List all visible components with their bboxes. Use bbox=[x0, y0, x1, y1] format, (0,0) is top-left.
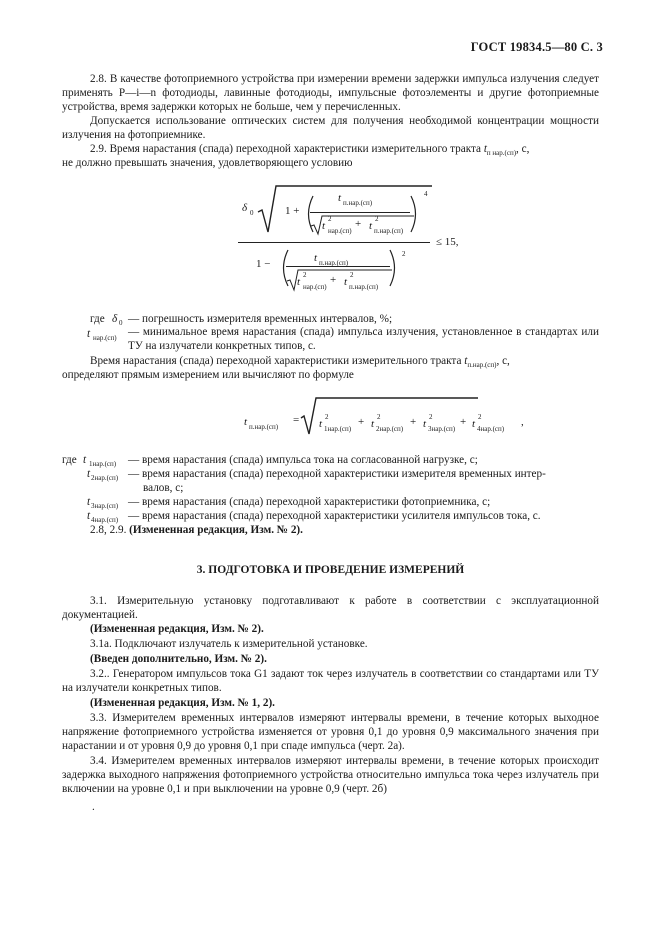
f2-t3-sub: 3нар.(сп) bbox=[428, 425, 456, 433]
frac-num-sub: п.нар.(сп) bbox=[343, 199, 373, 207]
where-label-1: где bbox=[90, 313, 105, 325]
f2-plus-2: + bbox=[410, 416, 417, 428]
f2-t2: t bbox=[371, 418, 375, 430]
f2-t4-sub: 4нар.(сп) bbox=[477, 425, 505, 433]
symbol-subscript: п нар.(сп) bbox=[486, 149, 517, 158]
paragraph-3-1: 3.1. Измерительную установку подготавливают к работе в соответствии с эксплуатационной документацией. bbox=[62, 595, 599, 622]
t2-desc-b: валов, с; bbox=[143, 482, 184, 494]
paragraph-3-1a: 3.1а. Подключают излучатель к измерительной установке. bbox=[90, 638, 368, 650]
f2-t1-sub: 1нар.(сп) bbox=[324, 425, 352, 433]
t1-desc: — время нарастания (спада) импульса тока на согласованной нагрузке, с; bbox=[128, 454, 478, 466]
t3-symbol: t bbox=[87, 496, 91, 508]
t-nar: t bbox=[322, 220, 326, 232]
t-nar-sub: нар.(сп) bbox=[328, 227, 352, 235]
f2-t1: t bbox=[319, 418, 323, 430]
revision-note-2: (Измененная редакция, Изм. № 2). bbox=[90, 623, 264, 635]
paragraph-3-3: 3.3. Измерителем временных интервалов измеряют интервалы времени, в течение которых выходное напряжение фотоприемного устройства изменяется от уровня 0,1 до уровня 0,9 максимального значения при нарастании и от уровня 0,9 до уровня 0,1 при спаде импульса (черт. 2а). bbox=[62, 712, 599, 753]
delta-symbol: δ bbox=[242, 202, 248, 214]
revision-note-1 bbox=[62, 523, 599, 537]
paragraph-2-9-cont: не должно превышать значения, удовлетворяющего условию bbox=[62, 157, 353, 169]
plus-inner-2: + bbox=[330, 274, 337, 286]
delta-subscript: 0 bbox=[250, 209, 254, 217]
paragraph-time-unit: , с, bbox=[496, 355, 510, 367]
f2-t2-sup: 2 bbox=[377, 413, 381, 421]
f2-t1-sup: 2 bbox=[325, 413, 329, 421]
tn-symbol: t bbox=[87, 328, 91, 340]
d0-symbol: δ bbox=[112, 313, 118, 325]
paragraph-2-8: 2.8. В качестве фотоприемного устройства при измерении времени задержки импульса излучения следует применять P—i—n фотодиоды, лавинные фотодиоды, импульсные фотоэлементы и другие фотоприемные устройства, время задержки которых не больше, чем у перечисленных. bbox=[62, 73, 599, 114]
frac2-num-sub: п.нар.(сп) bbox=[319, 259, 349, 267]
revision-note-3: (Введен дополнительно, Изм. № 2). bbox=[90, 653, 267, 665]
t3-desc: — время нарастания (спада) переходной характеристики фотоприемника, с; bbox=[128, 496, 491, 508]
t4-symbol: t bbox=[87, 510, 91, 522]
t-nar-sup-2: 2 bbox=[303, 271, 307, 279]
f2-t2-sub: 2нар.(сп) bbox=[376, 425, 404, 433]
one-plus: 1 + bbox=[285, 205, 300, 217]
t3-subscript: 3нар.(сп) bbox=[91, 502, 119, 510]
page-header: ГОСТ 19834.5—80 С. 3 bbox=[470, 40, 603, 54]
t1-subscript: 1нар.(сп) bbox=[89, 460, 117, 468]
d0-desc: — погрешность измерителя временных интервалов, %; bbox=[128, 313, 393, 325]
t4-desc: — время нарастания (спада) переходной характеристики усилителя импульсов тока, с. bbox=[128, 510, 541, 522]
symbol-t: t bbox=[483, 143, 487, 155]
power-two: 2 bbox=[402, 250, 406, 258]
where-label-2: где bbox=[62, 454, 77, 466]
tn-subscript: нар.(сп) bbox=[93, 334, 117, 342]
f2-equals: = bbox=[293, 414, 300, 426]
fraction-bar-inner-2 bbox=[286, 266, 390, 267]
fraction-bar-inner bbox=[310, 212, 410, 213]
revision-note-1-prefix: 2.8, 2.9. bbox=[90, 524, 127, 536]
f2-t3-sup: 2 bbox=[429, 413, 433, 421]
revision-note-1-text: (Измененная редакция, Изм. № 2). bbox=[129, 524, 303, 536]
f2-plus-1: + bbox=[358, 416, 365, 428]
paren-right bbox=[408, 194, 422, 234]
f2-lhs: t bbox=[244, 416, 248, 428]
tn-desc: — минимальное время нарастания (спада) импульса излучения, установленное в стандартах или ТУ на излучатели конкретных типов, с. bbox=[128, 326, 599, 353]
t-nar-sub-2: нар.(сп) bbox=[303, 283, 327, 291]
t2-desc-a: — время нарастания (спада) переходной характеристики измерителя временных интер- bbox=[128, 468, 546, 480]
trailing-dot: . bbox=[92, 801, 95, 813]
t-p-sup: 2 bbox=[375, 215, 379, 223]
f2-t4: t bbox=[472, 418, 476, 430]
f2-plus-3: + bbox=[460, 416, 467, 428]
paragraph-time-text: Время нарастания (спада) переходной характеристики измерительного тракта bbox=[90, 355, 462, 367]
t4-subscript: 4нар.(сп) bbox=[91, 516, 119, 524]
t-p: t bbox=[369, 220, 373, 232]
paragraph-time-symbol: t bbox=[464, 355, 468, 367]
paragraph-2-9-text: 2.9. Время нарастания (спада) переходной характеристики измерительного тракта bbox=[90, 143, 482, 155]
revision-note-4: (Измененная редакция, Изм. № 1, 2). bbox=[90, 697, 275, 709]
f2-t3: t bbox=[423, 418, 427, 430]
paragraph-time-cont: определяют прямым измерением или вычисляют по формуле bbox=[62, 369, 354, 381]
t-nar-2: t bbox=[297, 276, 301, 288]
plus-inner: + bbox=[355, 218, 362, 230]
power-four: 4 bbox=[424, 190, 428, 198]
one-minus: 1 − bbox=[256, 258, 271, 270]
paragraph-2-9-unit: , с, bbox=[516, 143, 530, 155]
le-fifteen: ≤ 15, bbox=[436, 236, 459, 248]
paragraph-2-8-note: Допускается использование оптических систем для получения необходимой концентрации мощности излучения на фотоприемнике. bbox=[62, 115, 599, 142]
section-title: 3. ПОДГОТОВКА И ПРОВЕДЕНИЕ ИЗМЕРЕНИЙ bbox=[196, 564, 465, 576]
f2-comma: , bbox=[521, 416, 524, 428]
t-p-sup-2: 2 bbox=[350, 271, 354, 279]
t2-symbol: t bbox=[87, 468, 91, 480]
f2-lhs-sub: п.нар.(сп) bbox=[249, 423, 279, 431]
frac2-num-t: t bbox=[314, 252, 318, 264]
t-nar-sup: 2 bbox=[328, 215, 332, 223]
t2-subscript: 2нар.(сп) bbox=[91, 474, 119, 482]
paragraph-3-2: 3.2.. Генератором импульсов тока G1 задают ток через излучатель в соответствии со стандартами или ТУ на излучатели конкретных типов. bbox=[62, 668, 599, 695]
paragraph-time-sub: п.нар.(сп) bbox=[467, 361, 497, 370]
paren-right-2 bbox=[387, 248, 401, 288]
d0-subscript: 0 bbox=[119, 319, 123, 327]
t-p-2: t bbox=[344, 276, 348, 288]
t-p-sub-2: п.нар.(сп) bbox=[349, 283, 379, 291]
paragraph-3-4: 3.4. Измерителем временных интервалов измеряют интервалы времени, в течение которых происходит задержка выходного напряжения фотоприемного устройства относительно импульса тока через излучатель при включении на уровне 0,1 и при выключении на уровне 0,9 (черт. 2б) bbox=[62, 755, 599, 796]
frac-num-t: t bbox=[338, 192, 342, 204]
t-p-sub: п.нар.(сп) bbox=[374, 227, 404, 235]
f2-t4-sup: 2 bbox=[478, 413, 482, 421]
t1-symbol: t bbox=[83, 454, 87, 466]
fraction-bar-main bbox=[238, 242, 430, 243]
